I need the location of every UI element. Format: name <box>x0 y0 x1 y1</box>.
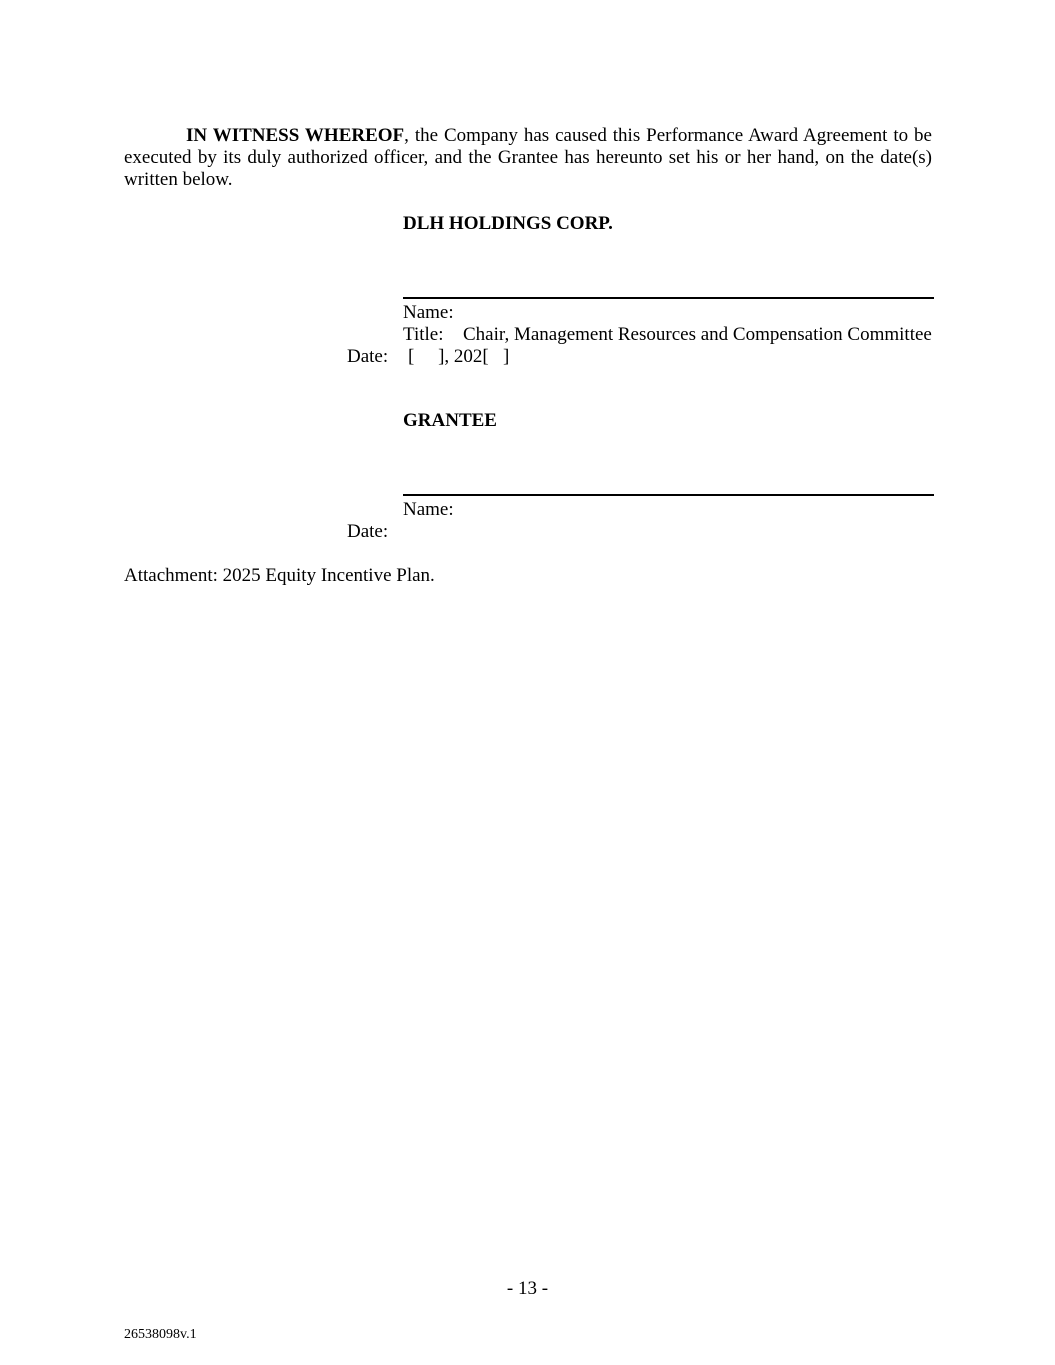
witness-text: , the Company has caused this Performance Award Agreement to be executed by its duly authorized officer, and the Grantee has hereunto set his or her hand, on the date(s) written below. <box>124 125 932 190</box>
page-number: - 13 - <box>506 1278 549 1299</box>
attachment-note: Attachment: 2025 Equity Incentive Plan. <box>124 565 435 586</box>
grantee-date-label: Date: <box>347 521 389 542</box>
company-heading: DLH HOLDINGS CORP. <box>403 213 613 234</box>
company-title-row <box>403 324 932 346</box>
grantee-name-label: Name: <box>403 499 454 520</box>
company-title-value: Chair, Management Resources and Compensation Committee <box>463 324 932 345</box>
witness-lead: IN WITNESS WHEREOF <box>186 125 405 146</box>
company-name-label: Name: <box>403 302 454 323</box>
company-title-label: Title: <box>403 324 444 345</box>
witness-paragraph <box>124 125 932 191</box>
company-signature-line <box>403 297 934 299</box>
grantee-heading: GRANTEE <box>403 410 497 431</box>
grantee-signature-line <box>403 494 934 496</box>
document-id: 26538098v.1 <box>124 1327 197 1342</box>
company-date-label: Date: <box>347 346 389 367</box>
company-date-value: [ ], 202[ ] <box>408 346 510 367</box>
